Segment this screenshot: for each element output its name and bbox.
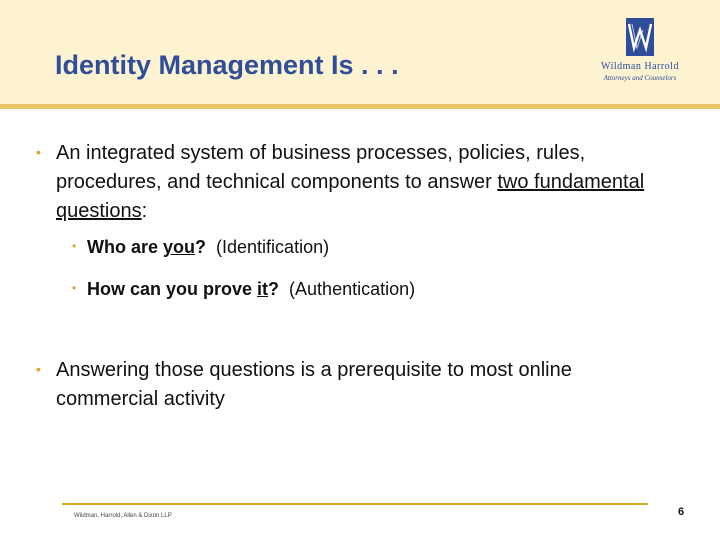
bullet-dot-icon: • (36, 361, 41, 377)
sub-bullet-underlined: it (257, 279, 269, 299)
bullet-text-end: : (141, 200, 148, 222)
slide-title: Identity Management Is . . . (55, 50, 399, 80)
sub-bullet-dot-icon: • (72, 281, 77, 295)
sub-bullet-rest: (Authentication) (279, 279, 416, 299)
sub-bullet-bold: How can you prove (87, 279, 258, 299)
sub-bullet-punct: ? (195, 237, 207, 257)
sub-bullet-bold: Who are (87, 237, 164, 257)
footer-divider (62, 503, 648, 505)
sub-bullet-rest: (Identification) (206, 237, 330, 257)
bullet-text: An integrated system of business processes, policies, rules, procedures, and technical components to answer (56, 142, 586, 193)
page-number: 6 (678, 506, 685, 518)
bullet-main-2: Answering those questions is a prerequisite to most online commercial activity (56, 359, 572, 410)
sub-bullet-dot-icon: • (72, 239, 77, 253)
bullet-underlined-text: two fundamental questions (56, 171, 645, 222)
logo-monogram-icon (626, 18, 654, 56)
bullet-dot-icon: • (36, 144, 41, 160)
sub-bullet-1 (87, 237, 329, 258)
header-divider (0, 104, 720, 109)
bullet-main-1 (56, 139, 676, 226)
sub-bullet-underlined: you (163, 237, 196, 257)
sub-bullet-punct: ? (268, 279, 280, 299)
logo-name: Wildman Harrold (601, 61, 679, 72)
footer-copyright: Wildman, Harrold, Allen & Dixon LLP (74, 513, 172, 519)
logo-subtitle: Attorneys and Counselors (603, 74, 677, 82)
sub-bullet-2 (87, 279, 415, 300)
company-logo (588, 18, 692, 88)
